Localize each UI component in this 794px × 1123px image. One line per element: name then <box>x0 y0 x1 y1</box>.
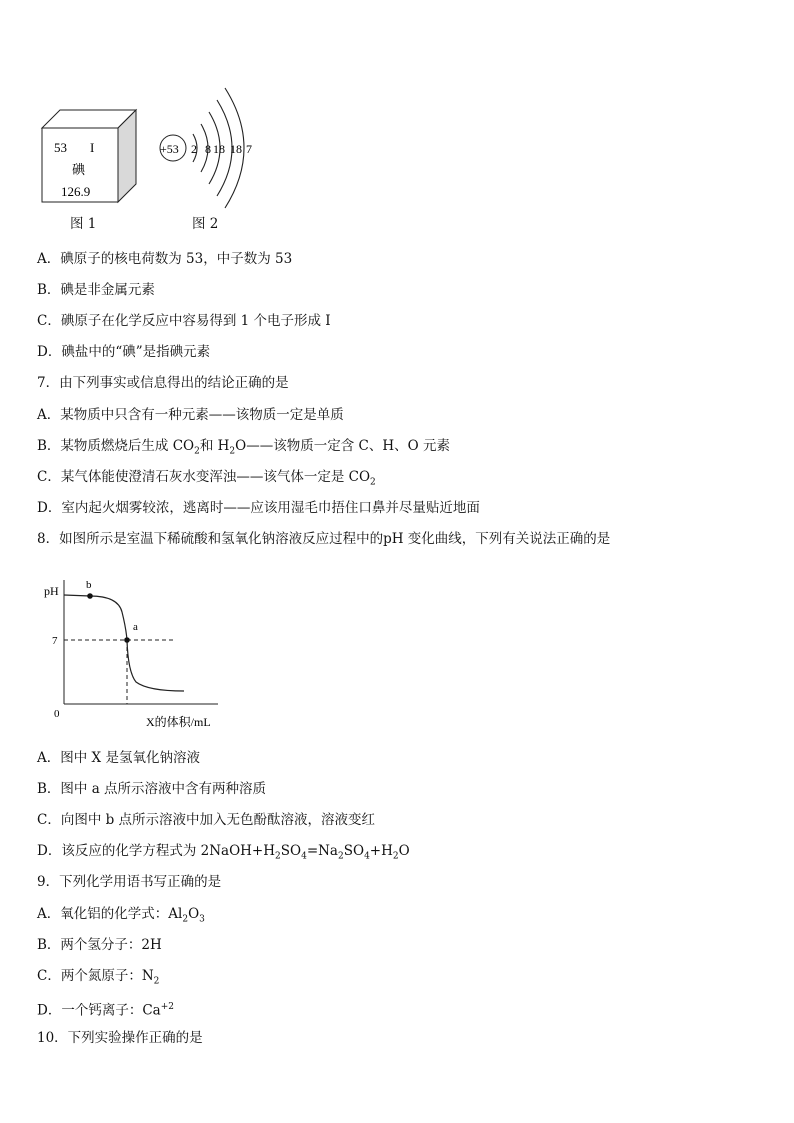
q7-stem: 7．由下列事实或信息得出的结论正确的是 <box>37 375 289 391</box>
q8-stem: 8．如图所示是室温下稀硫酸和氢氧化钠溶液反应过程中的pH 变化曲线，下列有关说法正确的是 <box>37 531 611 547</box>
q6-option-c: C．碘原子在化学反应中容易得到 1 个电子形成 I <box>37 313 331 329</box>
element-symbol: I <box>90 140 95 155</box>
eq-sub: 2 <box>392 851 399 862</box>
q8-option-d <box>37 842 410 866</box>
y-tick-7: 7 <box>52 635 58 647</box>
q9-a-text: A．氧化铝的化学式：Al <box>37 906 183 922</box>
q9-a-text-2: O <box>188 906 200 922</box>
q6-option-b: B．碘是非金属元素 <box>37 282 155 298</box>
q9-option-b: B．两个氢分子：2H <box>37 937 162 953</box>
eq-part: SO <box>343 843 365 859</box>
q7-c-sub: 2 <box>370 477 376 488</box>
figure2-caption: 图 2 <box>192 216 219 232</box>
q6-option-a: A．碘原子的核电荷数为 53，中子数为 53 <box>37 251 293 267</box>
ph-curve-chart <box>38 572 238 734</box>
q9-option-c <box>37 967 159 991</box>
point-b-label: b <box>86 579 92 591</box>
q9-a-sub-1: 2 <box>182 914 189 925</box>
q7-b-text-3: O——该物质一定含 C、H、O 元素 <box>235 438 450 454</box>
element-name: 碘 <box>72 162 86 177</box>
ph-curve <box>64 595 184 691</box>
q7-option-c <box>37 468 376 492</box>
point-b <box>87 593 93 599</box>
shell-5-count: 7 <box>246 142 252 156</box>
q8-option-c: C．向图中 b 点所示溶液中加入无色酚酞溶液，溶液变红 <box>37 812 376 828</box>
eq-part: SO <box>280 843 302 859</box>
eq-sub: 4 <box>364 851 370 862</box>
nucleus-charge: +53 <box>160 142 179 156</box>
eq-part: =Na <box>306 843 338 859</box>
eq-part: +H <box>369 843 393 859</box>
q7-b-text-2: 和 H <box>199 438 230 454</box>
q9-c-text: C．两个氮原子：N <box>37 968 154 984</box>
q9-c-sub: 2 <box>153 976 160 987</box>
eq-part: O <box>398 843 410 859</box>
q7-option-d: D．室内起火烟雾较浓，逃离时——应该用湿毛巾捂住口鼻并尽量贴近地面 <box>37 500 480 516</box>
eq-sub: 4 <box>301 851 307 862</box>
q9-a-sub-2: 3 <box>199 914 205 925</box>
eq-part: 2NaOH+H <box>200 843 276 859</box>
element-box-figure <box>38 106 142 206</box>
q7-c-text: C．某气体能使澄清石灰水变浑浊——该气体一定是 CO <box>37 469 371 485</box>
q8-option-b: B．图中 a 点所示溶液中含有两种溶质 <box>37 781 267 797</box>
figure1-caption: 图 1 <box>70 216 97 232</box>
q9-stem: 9．下列化学用语书写正确的是 <box>37 874 222 890</box>
q9-d-text: D．一个钙离子：Ca <box>37 1002 161 1019</box>
q9-d-sup: +2 <box>160 1002 174 1012</box>
q8-d-equation <box>200 843 410 862</box>
point-a-label: a <box>133 621 138 633</box>
q9-option-a <box>37 905 205 929</box>
q10-stem: 10．下列实验操作正确的是 <box>37 1030 203 1046</box>
atomic-number: 53 <box>54 140 67 155</box>
q7-b-sub-2: 2 <box>229 446 236 457</box>
shell-2-count: 8 <box>205 142 211 156</box>
q8-d-text: D．该反应的化学方程式为 <box>37 843 201 859</box>
q9-option-d <box>37 998 174 1020</box>
origin-label: 0 <box>54 708 60 720</box>
q7-b-sub-1: 2 <box>194 446 200 457</box>
q7-b-text-1: B．某物质燃烧后生成 CO <box>37 438 195 454</box>
eq-sub: 2 <box>338 851 344 862</box>
q7-option-b <box>37 437 450 461</box>
y-axis-label: pH <box>44 584 59 598</box>
q8-option-a: A．图中 X 是氢氧化钠溶液 <box>37 750 200 766</box>
eq-sub: 2 <box>275 851 281 862</box>
point-a <box>124 637 130 643</box>
x-axis-label: X的体积/mL <box>146 715 211 729</box>
atomic-mass: 126.9 <box>61 184 91 199</box>
shell-3-count: 18 <box>213 142 225 156</box>
shell-1-count: 2 <box>191 142 197 156</box>
atom-structure-figure <box>155 82 265 210</box>
q6-option-d: D．碘盐中的“碘”是指碘元素 <box>37 344 211 360</box>
q7-option-a: A．某物质中只含有一种元素——该物质一定是单质 <box>37 407 344 423</box>
shell-4-count: 18 <box>230 142 242 156</box>
